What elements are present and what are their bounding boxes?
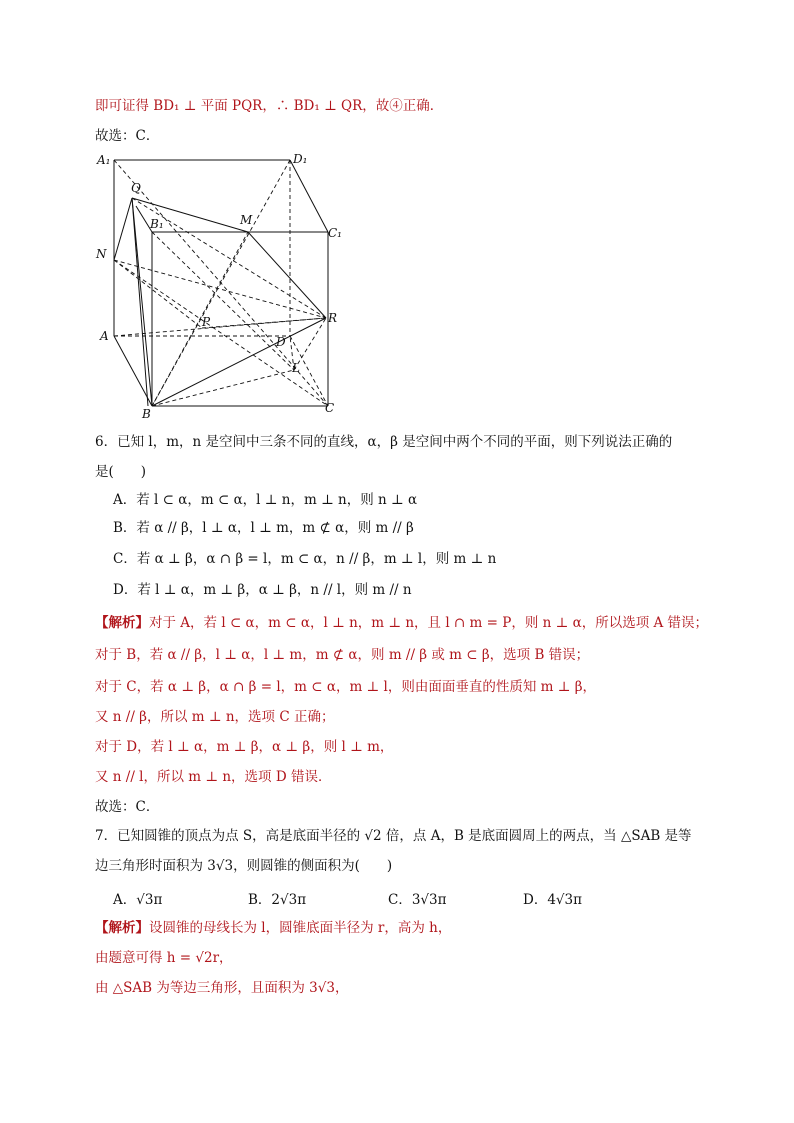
q6-analysis-line1 (95, 613, 708, 633)
q6-analysis-line6: 又 n // l，所以 m ⊥ n，选项 D 错误． (95, 769, 332, 785)
q6-analysis-line4: 又 n // β，所以 m ⊥ n，选项 C 正确； (95, 709, 335, 725)
q6-analysis-line3: 对于 C，若 α ⊥ β，α ∩ β = l，m ⊂ α，m ⊥ l，则由面面垂直的性质知 m ⊥ β， (95, 679, 597, 695)
label-c1: C₁ (328, 226, 342, 240)
label-b: B (142, 407, 151, 420)
label-a: A (100, 329, 109, 343)
label-d: D (276, 335, 286, 349)
q7-analysis-text1: 设圆锥的母线长为 l，圆锥底面半径为 r，高为 h， (149, 920, 452, 936)
prev-answer: 故选：C． (95, 128, 160, 144)
prev-conclusion: 即可证得 BD₁ ⊥ 平面 PQR，∴ BD₁ ⊥ QR，故④正确． (95, 98, 444, 114)
q7-options (113, 888, 713, 908)
q6-analysis-line2: 对于 B，若 α // β，l ⊥ α，l ⊥ m，m ⊄ α，则 m // β 或 m ⊂ β，选项 B 错误； (95, 647, 590, 663)
q6-answer: 故选：C． (95, 799, 160, 815)
q6-option-a: A．若 l ⊂ α，m ⊂ α，l ⊥ n，m ⊥ n，则 n ⊥ α (113, 492, 418, 508)
q7-option-d: D．4√3π (523, 892, 582, 908)
q7-analysis-line3: 由 △SAB 为等边三角形，且面积为 3√3， (95, 980, 349, 996)
label-b1: B₁ (150, 217, 164, 231)
label-n: N (96, 247, 107, 261)
q7-option-b: B．2√3π (248, 892, 307, 908)
label-l: L (292, 361, 300, 375)
q6-analysis-text1: 对于 A，若 l ⊂ α，m ⊂ α，l ⊥ n，m ⊥ n，且 l ∩ m = P，则 n ⊥ α，所以选项 A 错误； (149, 615, 709, 631)
q7-analysis-line2: 由题意可得 h = √2r， (95, 950, 233, 966)
q6-option-b: B．若 α // β，l ⊥ α，l ⊥ m，m ⊄ α，则 m // β (113, 520, 414, 536)
q7-stem-line2: 边三角形时面积为 3√3，则圆锥的侧面积为( ) (95, 858, 393, 874)
q7-stem-line1: 7．已知圆锥的顶点为点 S，高是底面半径的 √2 倍，点 A，B 是底面圆周上的两点，当 △SAB 是等 (95, 828, 692, 844)
label-a1: A₁ (97, 153, 111, 167)
q6-analysis-line5: 对于 D，若 l ⊥ α，m ⊥ β，α ⊥ β，则 l ⊥ m， (95, 739, 394, 755)
label-c: C (325, 401, 335, 415)
q6-analysis-tag: 【解析】 (95, 615, 149, 631)
label-r: R (328, 311, 338, 325)
cube-diagram (92, 150, 352, 420)
q7-option-c: C．3√3π (388, 892, 447, 908)
q7-analysis-tag: 【解析】 (95, 920, 149, 936)
q6-option-c: C．若 α ⊥ β，α ∩ β = l，m ⊂ α，n // β，m ⊥ l，则 m ⊥ n (113, 551, 497, 567)
cube-figure (92, 150, 352, 420)
q7-analysis-line1 (95, 918, 451, 938)
label-m: M (240, 213, 253, 227)
q6-option-d: D．若 l ⊥ α，m ⊥ β，α ⊥ β，n // l，则 m // n (113, 582, 412, 598)
q6-stem-line2: 是( ) (95, 464, 147, 480)
label-d1: D₁ (293, 152, 308, 166)
label-q: Q (131, 181, 141, 195)
label-p: P (202, 315, 211, 329)
q6-stem-line1: 6．已知 l，m，n 是空间中三条不同的直线，α，β 是空间中两个不同的平面，则下列说法正确的 (95, 434, 673, 450)
q7-option-a: A．√3π (113, 892, 163, 908)
